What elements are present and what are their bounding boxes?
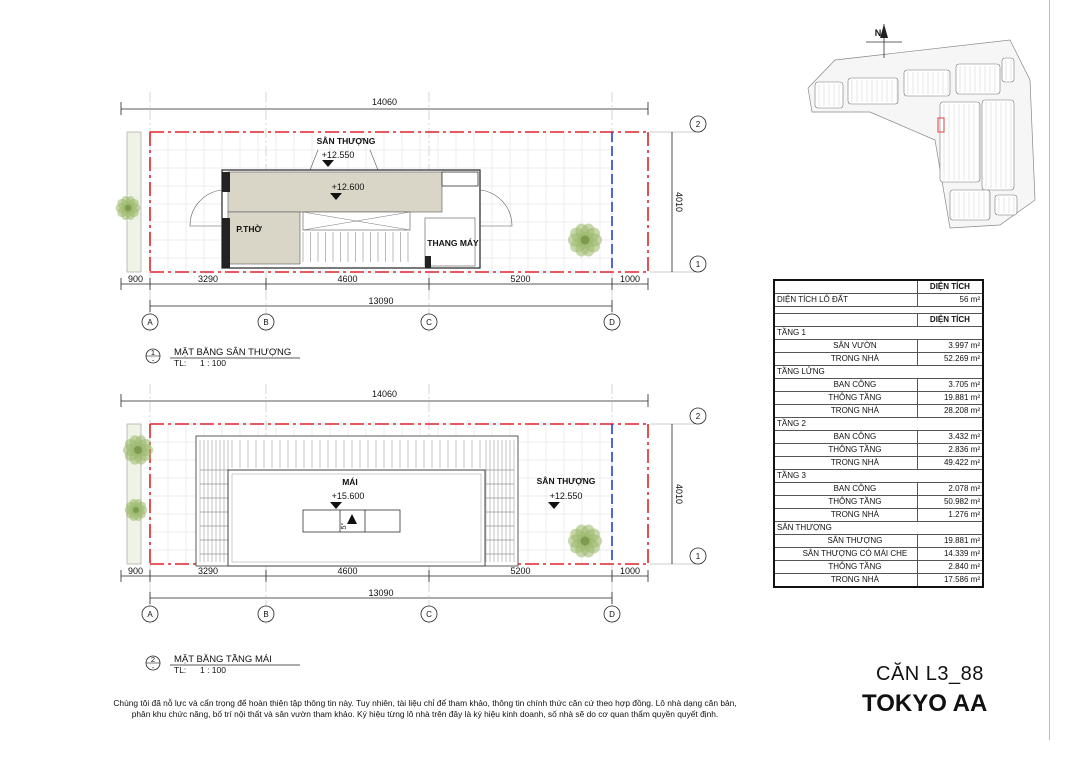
area-label: TRONG NHÀ bbox=[774, 405, 917, 418]
column bbox=[425, 256, 431, 268]
sheet-mark: - bbox=[151, 358, 155, 365]
grid-bubble-row-label: 1 bbox=[695, 552, 701, 561]
north-label: N bbox=[874, 28, 882, 38]
grid-bubble-col-label: B bbox=[263, 610, 269, 619]
floor-name: SÂN THƯỢNG bbox=[774, 522, 983, 535]
area-label: TRONG NHÀ bbox=[774, 457, 917, 470]
grid-bubble-col-label: C bbox=[426, 318, 432, 327]
lot-header-row bbox=[774, 280, 983, 294]
terrace-level: +12.550 bbox=[321, 150, 355, 160]
floor-row bbox=[774, 522, 983, 535]
area-label: TRONG NHÀ bbox=[774, 574, 917, 588]
core-roof-slab bbox=[228, 172, 442, 212]
area-value: 50.982 m² bbox=[917, 496, 983, 509]
area-label: BAN CÔNG bbox=[774, 379, 917, 392]
floor-name: TẦNG 2 bbox=[774, 418, 983, 431]
dimension-segment: 1000 bbox=[619, 274, 641, 284]
area-row bbox=[774, 392, 983, 405]
area-value: 17.586 m² bbox=[917, 574, 983, 588]
scale-prefix: TL: bbox=[174, 665, 187, 675]
area-value: 2.078 m² bbox=[917, 483, 983, 496]
tree-core bbox=[581, 537, 590, 546]
dimension-segment: 5200 bbox=[510, 274, 531, 284]
lot-area-label: DIỆN TÍCH LÔ ĐẤT bbox=[774, 294, 917, 307]
door-swing bbox=[190, 190, 222, 226]
area-row bbox=[774, 574, 983, 588]
project-name: TOKYO AA bbox=[862, 690, 988, 717]
area-label: TRONG NHÀ bbox=[774, 509, 917, 522]
dimension-height: 4010 bbox=[674, 191, 684, 213]
plan-title: MẶT BẰNG SÂN THƯỢNG bbox=[174, 347, 292, 358]
site-key-map bbox=[808, 40, 1035, 228]
area-label: SÂN THƯỢNG bbox=[774, 535, 917, 548]
area-label: THÔNG TẦNG bbox=[774, 392, 917, 405]
tree-core bbox=[133, 507, 139, 513]
level-marker bbox=[548, 502, 560, 509]
floor-name: TẦNG LỬNG bbox=[774, 366, 983, 379]
floor-row bbox=[774, 327, 983, 340]
floor-row bbox=[774, 366, 983, 379]
dimension-segment: 3290 bbox=[197, 274, 219, 284]
plan-title: MẶT BẰNG TẦNG MÁI bbox=[174, 654, 272, 665]
lot-area-row bbox=[774, 294, 983, 307]
area-label: THÔNG TẦNG bbox=[774, 444, 917, 457]
floor-area-header: DIỆN TÍCH bbox=[917, 314, 983, 327]
dimension-segment: 5200 bbox=[510, 566, 531, 576]
lot-area-header: DIỆN TÍCH bbox=[917, 280, 983, 294]
grid-bubble-col-label: B bbox=[263, 318, 269, 327]
area-value: 3.432 m² bbox=[917, 431, 983, 444]
dimension-segment: 4600 bbox=[337, 274, 358, 284]
terrace-level: +12.550 bbox=[549, 491, 583, 501]
area-value: 19.881 m² bbox=[917, 535, 983, 548]
area-value: 52.269 m² bbox=[917, 353, 983, 366]
area-row bbox=[774, 496, 983, 509]
area-row bbox=[774, 509, 983, 522]
site-block bbox=[1002, 58, 1014, 82]
level-marker bbox=[322, 160, 334, 167]
site-block bbox=[848, 78, 898, 104]
slope-label: 5° bbox=[341, 522, 348, 530]
worship-room bbox=[228, 212, 300, 264]
site-block bbox=[982, 100, 1014, 190]
area-label: THÔNG TẦNG bbox=[774, 496, 917, 509]
area-table bbox=[773, 279, 984, 588]
disclaimer-line-1: Chúng tôi đã nỗ lực và cẩn trọng để hoàn thiện tập thông tin này. Tuy nhiên, tài liệu chỉ để tham khảo, thông tin chính thức căn cứ theo hợp đồng. Lô nhà dạng căn bản, bbox=[113, 698, 737, 708]
door-swing bbox=[480, 190, 512, 226]
area-label: BAN CÔNG bbox=[774, 483, 917, 496]
grid-bubble-row-label: 2 bbox=[695, 120, 701, 129]
area-row bbox=[774, 431, 983, 444]
unit-name: CĂN L3_88 bbox=[876, 663, 984, 685]
grid-bubble-row-label: 2 bbox=[695, 412, 701, 421]
grid-bubble-col-label: D bbox=[609, 318, 615, 327]
core-level: +12.600 bbox=[331, 182, 365, 192]
dimension-segment: 900 bbox=[127, 566, 144, 576]
tree-core bbox=[134, 446, 142, 454]
dimension-overall-top: 14060 bbox=[371, 389, 398, 399]
dimension-segment: 900 bbox=[127, 274, 144, 284]
tree bbox=[567, 222, 603, 259]
dimension-overall-top: 14060 bbox=[371, 97, 398, 107]
grid-bubble-row-label: 1 bbox=[695, 260, 701, 269]
area-row bbox=[774, 340, 983, 353]
column bbox=[222, 218, 230, 268]
dimension-segment: 4600 bbox=[337, 566, 358, 576]
area-row bbox=[774, 483, 983, 496]
area-row bbox=[774, 535, 983, 548]
grid-bubble-col-label: A bbox=[147, 318, 153, 327]
area-row bbox=[774, 457, 983, 470]
area-value: 3.997 m² bbox=[917, 340, 983, 353]
area-row bbox=[774, 561, 983, 574]
site-block bbox=[995, 195, 1017, 215]
area-row bbox=[774, 379, 983, 392]
tree-core bbox=[581, 236, 590, 245]
area-value: 14.339 m² bbox=[917, 548, 983, 561]
grid-bubble-col-label: C bbox=[426, 610, 432, 619]
area-value: 19.881 m² bbox=[917, 392, 983, 405]
area-value: 2.836 m² bbox=[917, 444, 983, 457]
scale-prefix: TL: bbox=[174, 358, 187, 368]
terrace-label: SÂN THƯỢNG bbox=[536, 476, 596, 486]
dimension-height: 4010 bbox=[674, 483, 684, 505]
tree bbox=[567, 523, 603, 560]
area-label: THÔNG TẦNG bbox=[774, 561, 917, 574]
floor-name: TẦNG 3 bbox=[774, 470, 983, 483]
plan-number: 1 bbox=[150, 348, 156, 357]
dimension-overall-bottom: 13090 bbox=[368, 588, 394, 598]
scale-value: 1 : 100 bbox=[200, 358, 226, 368]
dimension-segment: 3290 bbox=[197, 566, 219, 576]
dimension-overall-bottom: 13090 bbox=[368, 296, 394, 306]
area-value: 1.276 m² bbox=[917, 509, 983, 522]
area-row bbox=[774, 444, 983, 457]
area-row bbox=[774, 353, 983, 366]
plan-number: 2 bbox=[150, 655, 156, 664]
terrace-label: SÂN THƯỢNG bbox=[316, 136, 376, 146]
area-table-body bbox=[774, 280, 983, 587]
elevator-label: THANG MÁY bbox=[427, 238, 479, 248]
column bbox=[222, 172, 230, 192]
area-label: SÂN THƯỢNG CÓ MÁI CHE bbox=[774, 548, 917, 561]
grid-bubble-col-label: A bbox=[147, 610, 153, 619]
area-value: 2.840 m² bbox=[917, 561, 983, 574]
table-gap bbox=[774, 307, 983, 314]
floor-row bbox=[774, 470, 983, 483]
area-row bbox=[774, 548, 983, 561]
area-value: 28.208 m² bbox=[917, 405, 983, 418]
area-row bbox=[774, 405, 983, 418]
floor-header-row bbox=[774, 314, 983, 327]
lot-area-value: 56 m² bbox=[917, 294, 983, 307]
sheet-border bbox=[1049, 0, 1050, 740]
floor-row bbox=[774, 418, 983, 431]
area-value: 49.422 m² bbox=[917, 457, 983, 470]
area-label: BAN CÔNG bbox=[774, 431, 917, 444]
disclaimer-line-2: phân khu chức năng, bố trí nội thất và sân vườn tham khảo. Ký hiệu từng lô nhà trên đây là ký hiệu kinh doanh, số nhà sẽ do cơ quan thẩm quyền quyết định. bbox=[131, 709, 719, 719]
roof-level: +15.600 bbox=[331, 491, 365, 501]
grid-bubble-col-label: D bbox=[609, 610, 615, 619]
area-label: SÂN VƯỜN bbox=[774, 340, 917, 353]
sheet-mark: - bbox=[151, 665, 155, 672]
disclaimer bbox=[30, 698, 820, 720]
scale-value: 1 : 100 bbox=[200, 665, 226, 675]
site-block bbox=[956, 64, 1000, 94]
tree-core bbox=[125, 205, 132, 212]
core-shaft bbox=[442, 172, 478, 186]
area-value: 3.705 m² bbox=[917, 379, 983, 392]
floor-name: TẦNG 1 bbox=[774, 327, 983, 340]
worship-room-label: P.THỜ bbox=[236, 224, 262, 234]
roof-label: MÁI bbox=[342, 477, 358, 487]
dimension-segment: 1000 bbox=[619, 566, 641, 576]
area-label: TRONG NHÀ bbox=[774, 353, 917, 366]
